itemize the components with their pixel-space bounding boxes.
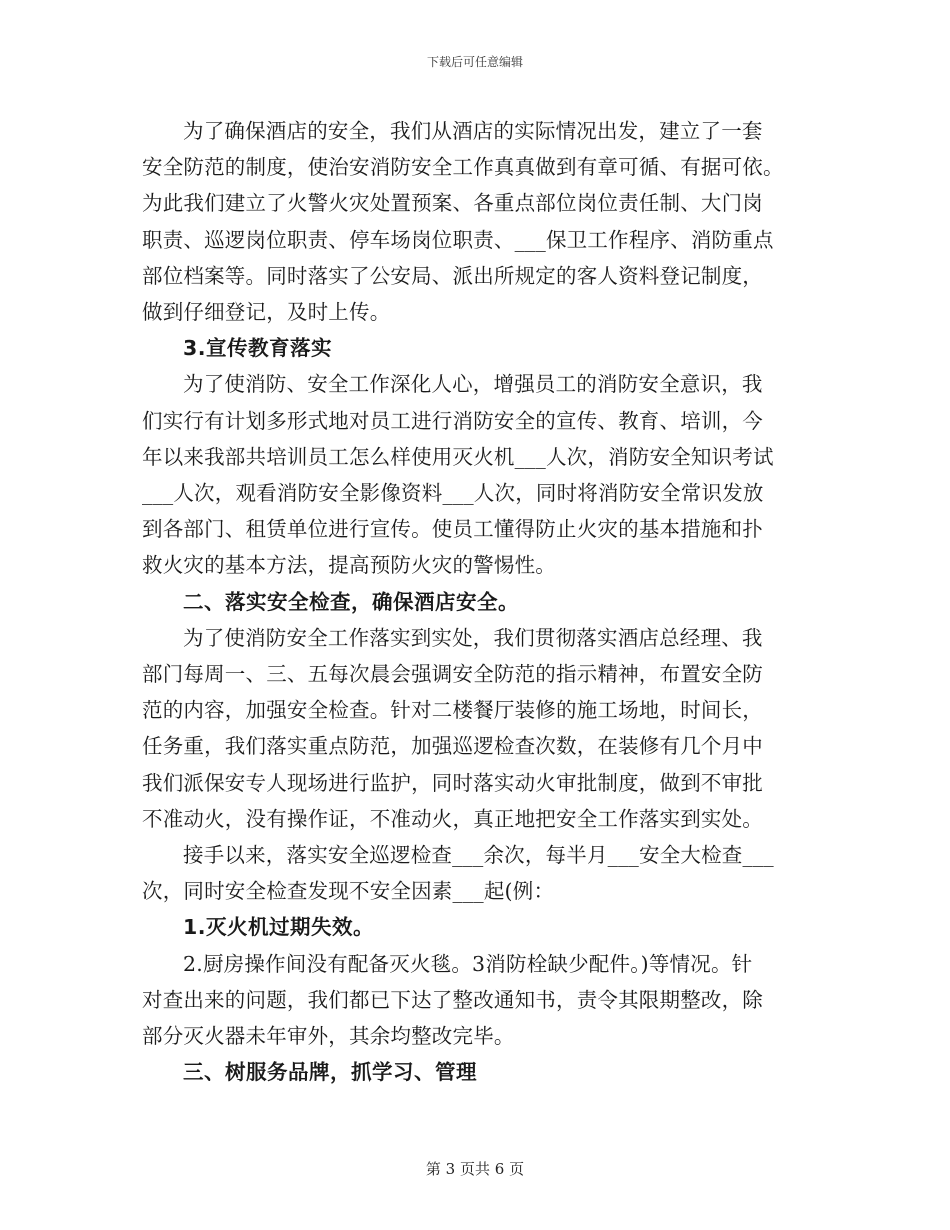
paragraph bbox=[142, 946, 810, 1055]
paragraph bbox=[142, 620, 810, 837]
paragraph-line: 2.厨房操作间没有配备灭火毯。3消防栓缺少配件。)等情况。针 bbox=[183, 951, 753, 976]
paragraph-line: 为了确保酒店的安全，我们从酒店的实际情况出发，建立了一套 bbox=[183, 119, 763, 143]
paragraph-line: 安全防范的制度，使治安消防安全工作真真做到有章可循、有据可依。 bbox=[142, 155, 784, 180]
paragraph bbox=[142, 113, 810, 330]
paragraph-line: 任务重，我们落实重点防范，加强巡逻检查次数，在装修有几个月中 bbox=[142, 734, 763, 759]
paragraph-line: 到各部门、租赁单位进行宣传。使员工懂得防止火灾的基本措施和扑 bbox=[142, 517, 763, 542]
paragraph-line: 对查出来的问题，我们都已下达了整改通知书，责令其限期整改，除 bbox=[142, 987, 763, 1012]
paragraph-line: 为了使消防安全工作落实到实处，我们贯彻落实酒店总经理、我 bbox=[183, 625, 763, 650]
paragraph-line: ___人次，观看消防安全影像资料___人次，同时将消防安全常识发放 bbox=[142, 481, 764, 506]
paragraph-line: 为了使消防、安全工作深化人心，增强员工的消防安全意识，我 bbox=[183, 372, 763, 397]
paragraph-line: 年以来我部共培训员工怎么样使用灭火机___人次，消防安全知识考试 bbox=[142, 444, 774, 469]
paragraph-line: 次，同时安全检查发现不安全因素___起(例： bbox=[142, 879, 555, 904]
paragraph-line: 不准动火，没有操作证，不准动火，真正地把安全工作落实到实处。 bbox=[142, 806, 763, 831]
paragraph-line: 接手以来，落实安全巡逻检查___余次，每半月___安全大检查___ bbox=[183, 843, 774, 868]
paragraph-line: 部门每周一、三、五每次晨会强调安全防范的指示精神，布置安全防 bbox=[142, 662, 763, 687]
section-heading: 二、落实安全检查，确保酒店安全。 bbox=[183, 589, 519, 614]
paragraph bbox=[142, 366, 810, 583]
paragraph bbox=[142, 837, 810, 909]
paragraph-line: 范的内容，加强安全检查。针对二楼餐厅装修的施工场地，时间长， bbox=[142, 698, 763, 723]
paragraph-line: 职责、巡逻岗位职责、停车场岗位职责、___保卫工作程序、消防重点 bbox=[142, 227, 774, 252]
section-heading: 三、树服务品牌，抓学习、管理 bbox=[183, 1060, 477, 1085]
paragraph-line: 救火灾的基本方法，提高预防火灾的警惕性。 bbox=[142, 553, 556, 578]
page-footer: 第 3 页共 6 页 bbox=[425, 1160, 525, 1178]
section-heading: 3.宣传教育落实 bbox=[183, 336, 333, 361]
paragraph-line: 为此我们建立了火警火灾处置预案、各重点部位岗位责任制、大门岗 bbox=[142, 191, 763, 216]
document-body bbox=[142, 113, 810, 1090]
paragraph-line: 部位档案等。同时落实了公安局、派出所规定的客人资料登记制度， bbox=[142, 263, 763, 288]
section-heading: 1.灭火机过期失效。 bbox=[183, 915, 375, 940]
paragraph-line: 做到仔细登记，及时上传。 bbox=[142, 300, 391, 325]
paragraph-line: 我们派保安专人现场进行监护，同时落实动火审批制度，做到不审批 bbox=[142, 770, 763, 795]
paragraph-line: 们实行有计划多形式地对员工进行消防安全的宣传、教育、培训，今 bbox=[142, 408, 763, 433]
paragraph-line: 部分灭火器未年审外，其余均整改完毕。 bbox=[142, 1024, 515, 1049]
page-header: 下载后可任意编辑 bbox=[426, 55, 523, 69]
